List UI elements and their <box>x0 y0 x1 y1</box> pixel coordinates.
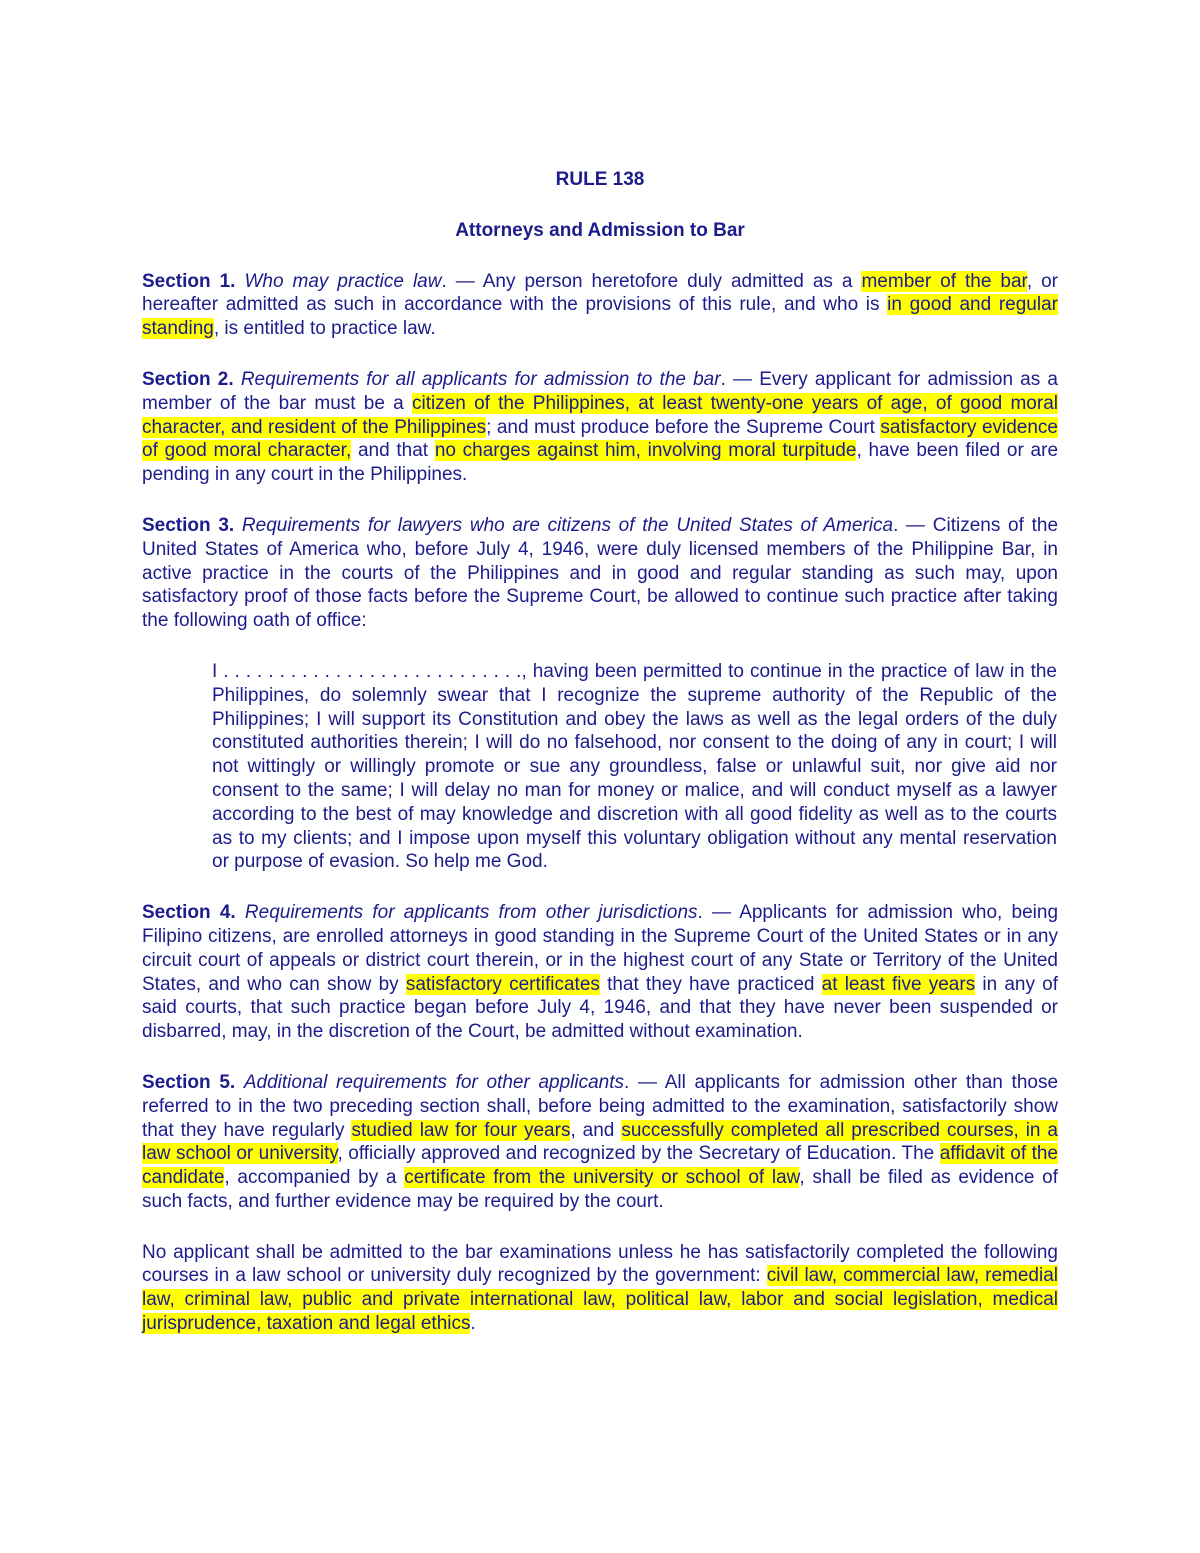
section-4-title: Requirements for applicants from other jurisdictions <box>244 902 698 924</box>
section-3 <box>142 514 1058 633</box>
section-2-run: ; and must produce before the Supreme Court <box>486 416 881 438</box>
section-5 <box>142 1071 1058 1214</box>
section-2-dash: . — <box>720 368 760 390</box>
section-4 <box>142 901 1058 1044</box>
section-1-dash: . — <box>441 270 483 292</box>
closing-body <box>142 1242 1058 1334</box>
document-content <box>142 168 1058 1336</box>
oath-of-office: I . . . . . . . . . . . . . . . . . . . . . . . . . . ., having been permitted to continue in the practice of law in the Philippines, do solemnly swear that I recognize the supreme authority of the Republic of the Philippines; I will support its Constitution and obey the laws as well as the legal orders of the duly constituted authorities therein; I will do no falsehood, nor consent to the doing of any in court; I will not wittingly or willingly promote or sue any groundless, false or unlawful suit, nor give aid nor consent to the same; I will delay no man for money or malice, and will conduct myself as a lawyer according to the best of may knowledge and discretion with all good fidelity as well as to the courts as to my clients; and I impose upon myself this voluntary obligation without any mental reservation or purpose of evasion. So help me God. <box>212 660 1057 873</box>
rule-subtitle: Attorneys and Admission to Bar <box>455 219 745 241</box>
section-3-title: Requirements for lawyers who are citizens of the United States of America <box>241 514 894 536</box>
section-2-run: , have been filed or are pending in any court in the Philippines. <box>142 440 1059 486</box>
section-3-run: Citizens of the United States of America who, before July 4, 1946, were duly licensed members of the Philippine Bar, in active practice in the courts of the Philippines and in good and regular standing as such may, upon satisfactory proof of those facts before the Supreme Court, be allowed to continue such practice after taking the following oath of office: <box>142 514 1059 632</box>
section-5-run: , officially approved and recognized by the Secretary of Education. The <box>337 1143 940 1165</box>
section-1 <box>142 270 1058 341</box>
section-4-run: in any of said courts, that such practice began before July 4, 1946, and that they have never been suspended or disbarred, may, in the discretion of the Court, be admitted without examination. <box>142 973 1059 1043</box>
section-1-run-highlighted: in good and regular standing <box>142 294 1058 340</box>
section-3-heading: Section 3. <box>142 514 235 536</box>
section-2-run: and that <box>351 440 435 462</box>
section-5-title: Additional requirements for other applicants <box>243 1071 625 1093</box>
section-1-run: Any person heretofore duly admitted as a <box>482 270 862 292</box>
section-5-heading: Section 5. <box>142 1071 236 1093</box>
closing-run-highlighted: civil law, commercial law, remedial law, criminal law, public and private international law, political law, labor and social legislation, medical jurisprudence, taxation and legal ethics <box>142 1265 1059 1335</box>
section-4-run: that they have practiced <box>599 973 822 995</box>
closing-paragraph <box>142 1241 1058 1336</box>
section-5-run: , accompanied by a <box>224 1167 405 1189</box>
section-4-run: Applicants for admission who, being Filipino citizens, are enrolled attorneys in good standing in the Supreme Court of the United States or in any circuit court of appeals or district court therein, or in the highest court of any State or Territory of the United States, and who can show by <box>142 902 1059 995</box>
section-5-run-highlighted: successfully completed all prescribed courses, in a law school or university <box>142 1119 1058 1165</box>
section-1-title: Who may practice law <box>244 270 442 292</box>
section-1-run: , is entitled to practice law. <box>213 318 436 340</box>
section-5-run: , shall be filed as evidence of such facts, and further evidence may be required by the court. <box>142 1167 1058 1212</box>
section-2-run-highlighted: citizen of the Philippines, at least twenty-one years of age, of good moral character, and resident of the Philippines <box>142 392 1058 438</box>
section-2-run-highlighted: no charges against him, involving moral turpitude <box>434 440 857 462</box>
section-5-run-highlighted: studied law for four years <box>351 1119 571 1141</box>
rule-title: RULE 138 <box>555 169 645 190</box>
section-5-run-highlighted: certificate from the university or school of law <box>404 1167 800 1189</box>
section-4-run-highlighted: at least five years <box>821 973 976 995</box>
section-5-run: All applicants for admission other than those referred to in the two preceding section shall, before being admitted to the examination, satisfactorily show that they have regularly <box>142 1071 1059 1141</box>
section-3-dash: . — <box>893 514 933 536</box>
section-2-heading: Section 2. <box>142 368 234 390</box>
section-5-dash: . — <box>624 1071 665 1093</box>
section-2 <box>142 368 1058 487</box>
section-4-run-highlighted: satisfactory certificates <box>405 973 600 995</box>
section-5-run-highlighted: affidavit of the candidate <box>142 1143 1058 1189</box>
closing-run: . <box>470 1313 476 1335</box>
closing-run: No applicant shall be admitted to the bar examinations unless he has satisfactorily completed the following courses in a law school or university duly recognized by the government: <box>142 1241 1058 1287</box>
section-5-run: , and <box>570 1119 622 1141</box>
section-2-run: Every applicant for admission as a member of the bar must be a <box>142 368 1058 414</box>
section-1-run-highlighted: member of the bar <box>861 270 1027 292</box>
section-4-heading: Section 4. <box>142 902 236 924</box>
section-1-run: , or hereafter admitted as such in accordance with the provisions of this rule, and who is <box>142 270 1058 316</box>
section-1-heading: Section 1. <box>142 270 236 292</box>
section-2-title: Requirements for all applicants for admission to the bar <box>240 368 721 390</box>
section-4-dash: . — <box>697 902 740 924</box>
section-2-run-highlighted: satisfactory evidence of good moral character, <box>142 416 1058 462</box>
